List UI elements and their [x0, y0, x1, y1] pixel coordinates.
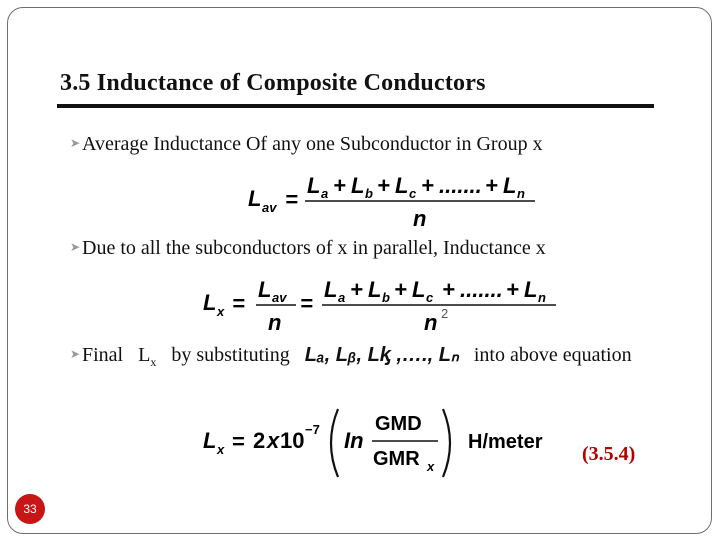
equation-number: (3.5.4) [582, 443, 636, 465]
svg-text:L: L [412, 277, 426, 302]
bullet-arrow-icon: ➤ [70, 240, 81, 254]
svg-text:+: + [350, 277, 363, 302]
svg-text:L: L [395, 173, 409, 198]
svg-text:n: n [517, 186, 525, 201]
svg-text:n: n [268, 310, 282, 335]
svg-text:−7: −7 [305, 422, 320, 437]
svg-text:L: L [503, 173, 517, 198]
substituted-variables: Lₐ, Lᵦ, Lᶄ ,…., Lₙ [304, 344, 459, 366]
lx-symbol: $L_x$ [138, 344, 157, 369]
bullet-parallel-inductance [70, 237, 546, 260]
svg-text:+: + [394, 277, 407, 302]
svg-text:2: 2 [441, 306, 449, 321]
bullet-arrow-icon: ➤ [70, 136, 81, 150]
svg-text:L: L [258, 277, 272, 302]
bullet-arrow-icon: ➤ [70, 347, 81, 361]
svg-text:GMR: GMR [373, 448, 420, 470]
page-number-badge: 33 [15, 494, 45, 524]
equation-average-inductance [245, 168, 545, 237]
svg-text:+: + [333, 173, 346, 198]
title-underline [57, 104, 654, 108]
slide-title: 3.5 Inductance of Composite Conductors [60, 70, 486, 96]
svg-text:x: x [267, 428, 280, 453]
bullet-text: Average Inductance Of any one Subconductor in Group x [82, 133, 543, 155]
svg-text:a: a [338, 290, 346, 305]
svg-text:L: L [203, 428, 217, 453]
svg-text:x: x [217, 304, 225, 319]
svg-text:L: L [351, 173, 365, 198]
svg-text:=: = [300, 291, 313, 316]
svg-text:+: + [442, 277, 455, 302]
svg-text:L: L [203, 290, 217, 315]
bullet-average-inductance [70, 133, 543, 156]
svg-text:n: n [424, 310, 438, 335]
svg-text:x: x [427, 459, 435, 474]
svg-text:In: In [344, 428, 364, 453]
svg-text:.......: ....... [439, 173, 482, 198]
svg-text:c: c [426, 290, 434, 305]
svg-text:n: n [413, 206, 427, 231]
svg-text:a: a [321, 186, 329, 201]
svg-text:x: x [217, 442, 225, 457]
equation-composite-inductance [200, 403, 570, 488]
svg-text:.......: ....... [460, 277, 503, 302]
svg-text:10: 10 [280, 428, 305, 453]
svg-text:+: + [421, 173, 434, 198]
svg-text:av: av [262, 200, 277, 215]
svg-text:L: L [524, 277, 538, 302]
svg-text:+: + [506, 277, 519, 302]
svg-text:=: = [232, 429, 245, 454]
svg-text:H/meter: H/meter [468, 431, 543, 453]
svg-text:n: n [538, 290, 546, 305]
svg-text:L: L [307, 173, 321, 198]
bullet-final-lx [70, 340, 642, 377]
svg-text:L: L [324, 277, 338, 302]
svg-text:=: = [285, 187, 298, 212]
svg-text:L: L [248, 186, 262, 211]
svg-text:+: + [377, 173, 390, 198]
bullet-text: Due to all the subconductors of x in parallel, Inductance x [82, 237, 546, 259]
bullet-text-mid: by substituting [171, 344, 290, 366]
bullet-text-suffix: into above equation [473, 344, 632, 366]
svg-text:b: b [382, 290, 390, 305]
svg-text:2: 2 [253, 428, 266, 453]
svg-text:GMD: GMD [375, 413, 422, 435]
svg-text:L: L [368, 277, 382, 302]
svg-text:av: av [272, 290, 287, 305]
equation-parallel-inductance [200, 272, 570, 341]
svg-text:b: b [365, 186, 373, 201]
svg-text:c: c [409, 186, 417, 201]
bullet-text-prefix: Final [82, 344, 124, 366]
svg-text:=: = [232, 291, 245, 316]
svg-text:+: + [485, 173, 498, 198]
